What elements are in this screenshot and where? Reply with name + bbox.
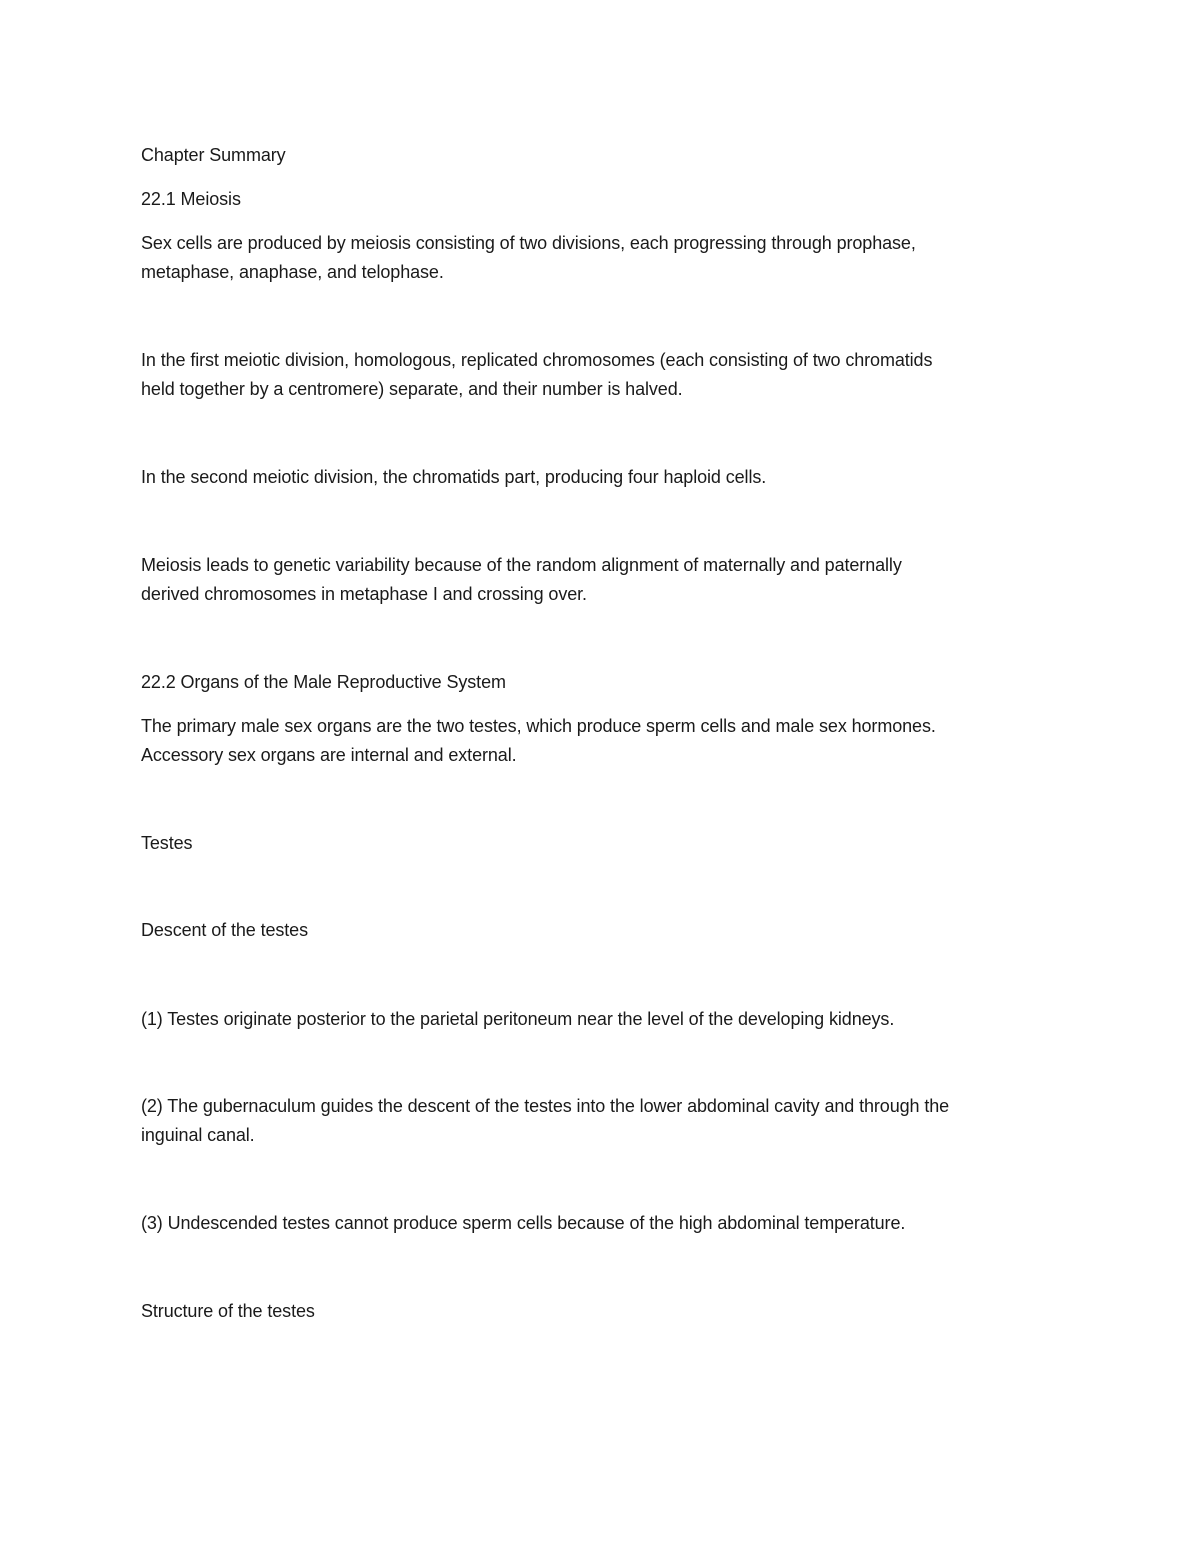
paragraph-meiosis-line-1: Sex cells are produced by meiosis consisting of two divisions, each progressing through prophase, bbox=[141, 233, 916, 253]
list-item-3: (3) Undescended testes cannot produce sperm cells because of the high abdominal temperature. bbox=[141, 1213, 906, 1233]
list-item-1: (1) Testes originate posterior to the parietal peritoneum near the level of the developing kidneys. bbox=[141, 1009, 895, 1029]
paragraph-second-division: In the second meiotic division, the chromatids part, producing four haploid cells. bbox=[141, 467, 767, 487]
list-item-2-line-2: inguinal canal. bbox=[141, 1125, 255, 1145]
section-title-male-organs: 22.2 Organs of the Male Reproductive System bbox=[141, 672, 506, 692]
paragraph-variability-line-1: Meiosis leads to genetic variability because of the random alignment of maternally and paternally bbox=[141, 555, 902, 575]
subheading-descent: Descent of the testes bbox=[141, 920, 308, 940]
subheading-structure: Structure of the testes bbox=[141, 1301, 315, 1321]
paragraph-meiosis-line-2: metaphase, anaphase, and telophase. bbox=[141, 262, 444, 282]
list-item-2-line-1: (2) The gubernaculum guides the descent of the testes into the lower abdominal cavity and through the bbox=[141, 1096, 950, 1116]
paragraph-male-organs-line-1: The primary male sex organs are the two testes, which produce sperm cells and male sex hormones. bbox=[141, 716, 936, 736]
section-title-meiosis: 22.1 Meiosis bbox=[141, 189, 241, 209]
chapter-heading: Chapter Summary bbox=[141, 145, 286, 165]
paragraph-variability-line-2: derived chromosomes in metaphase I and crossing over. bbox=[141, 584, 587, 604]
paragraph-first-division-line-2: held together by a centromere) separate, and their number is halved. bbox=[141, 379, 683, 399]
paragraph-male-organs-line-2: Accessory sex organs are internal and external. bbox=[141, 745, 517, 765]
paragraph-first-division-line-1: In the first meiotic division, homologous, replicated chromosomes (each consisting of two chromatids bbox=[141, 350, 933, 370]
subheading-testes: Testes bbox=[141, 833, 193, 853]
